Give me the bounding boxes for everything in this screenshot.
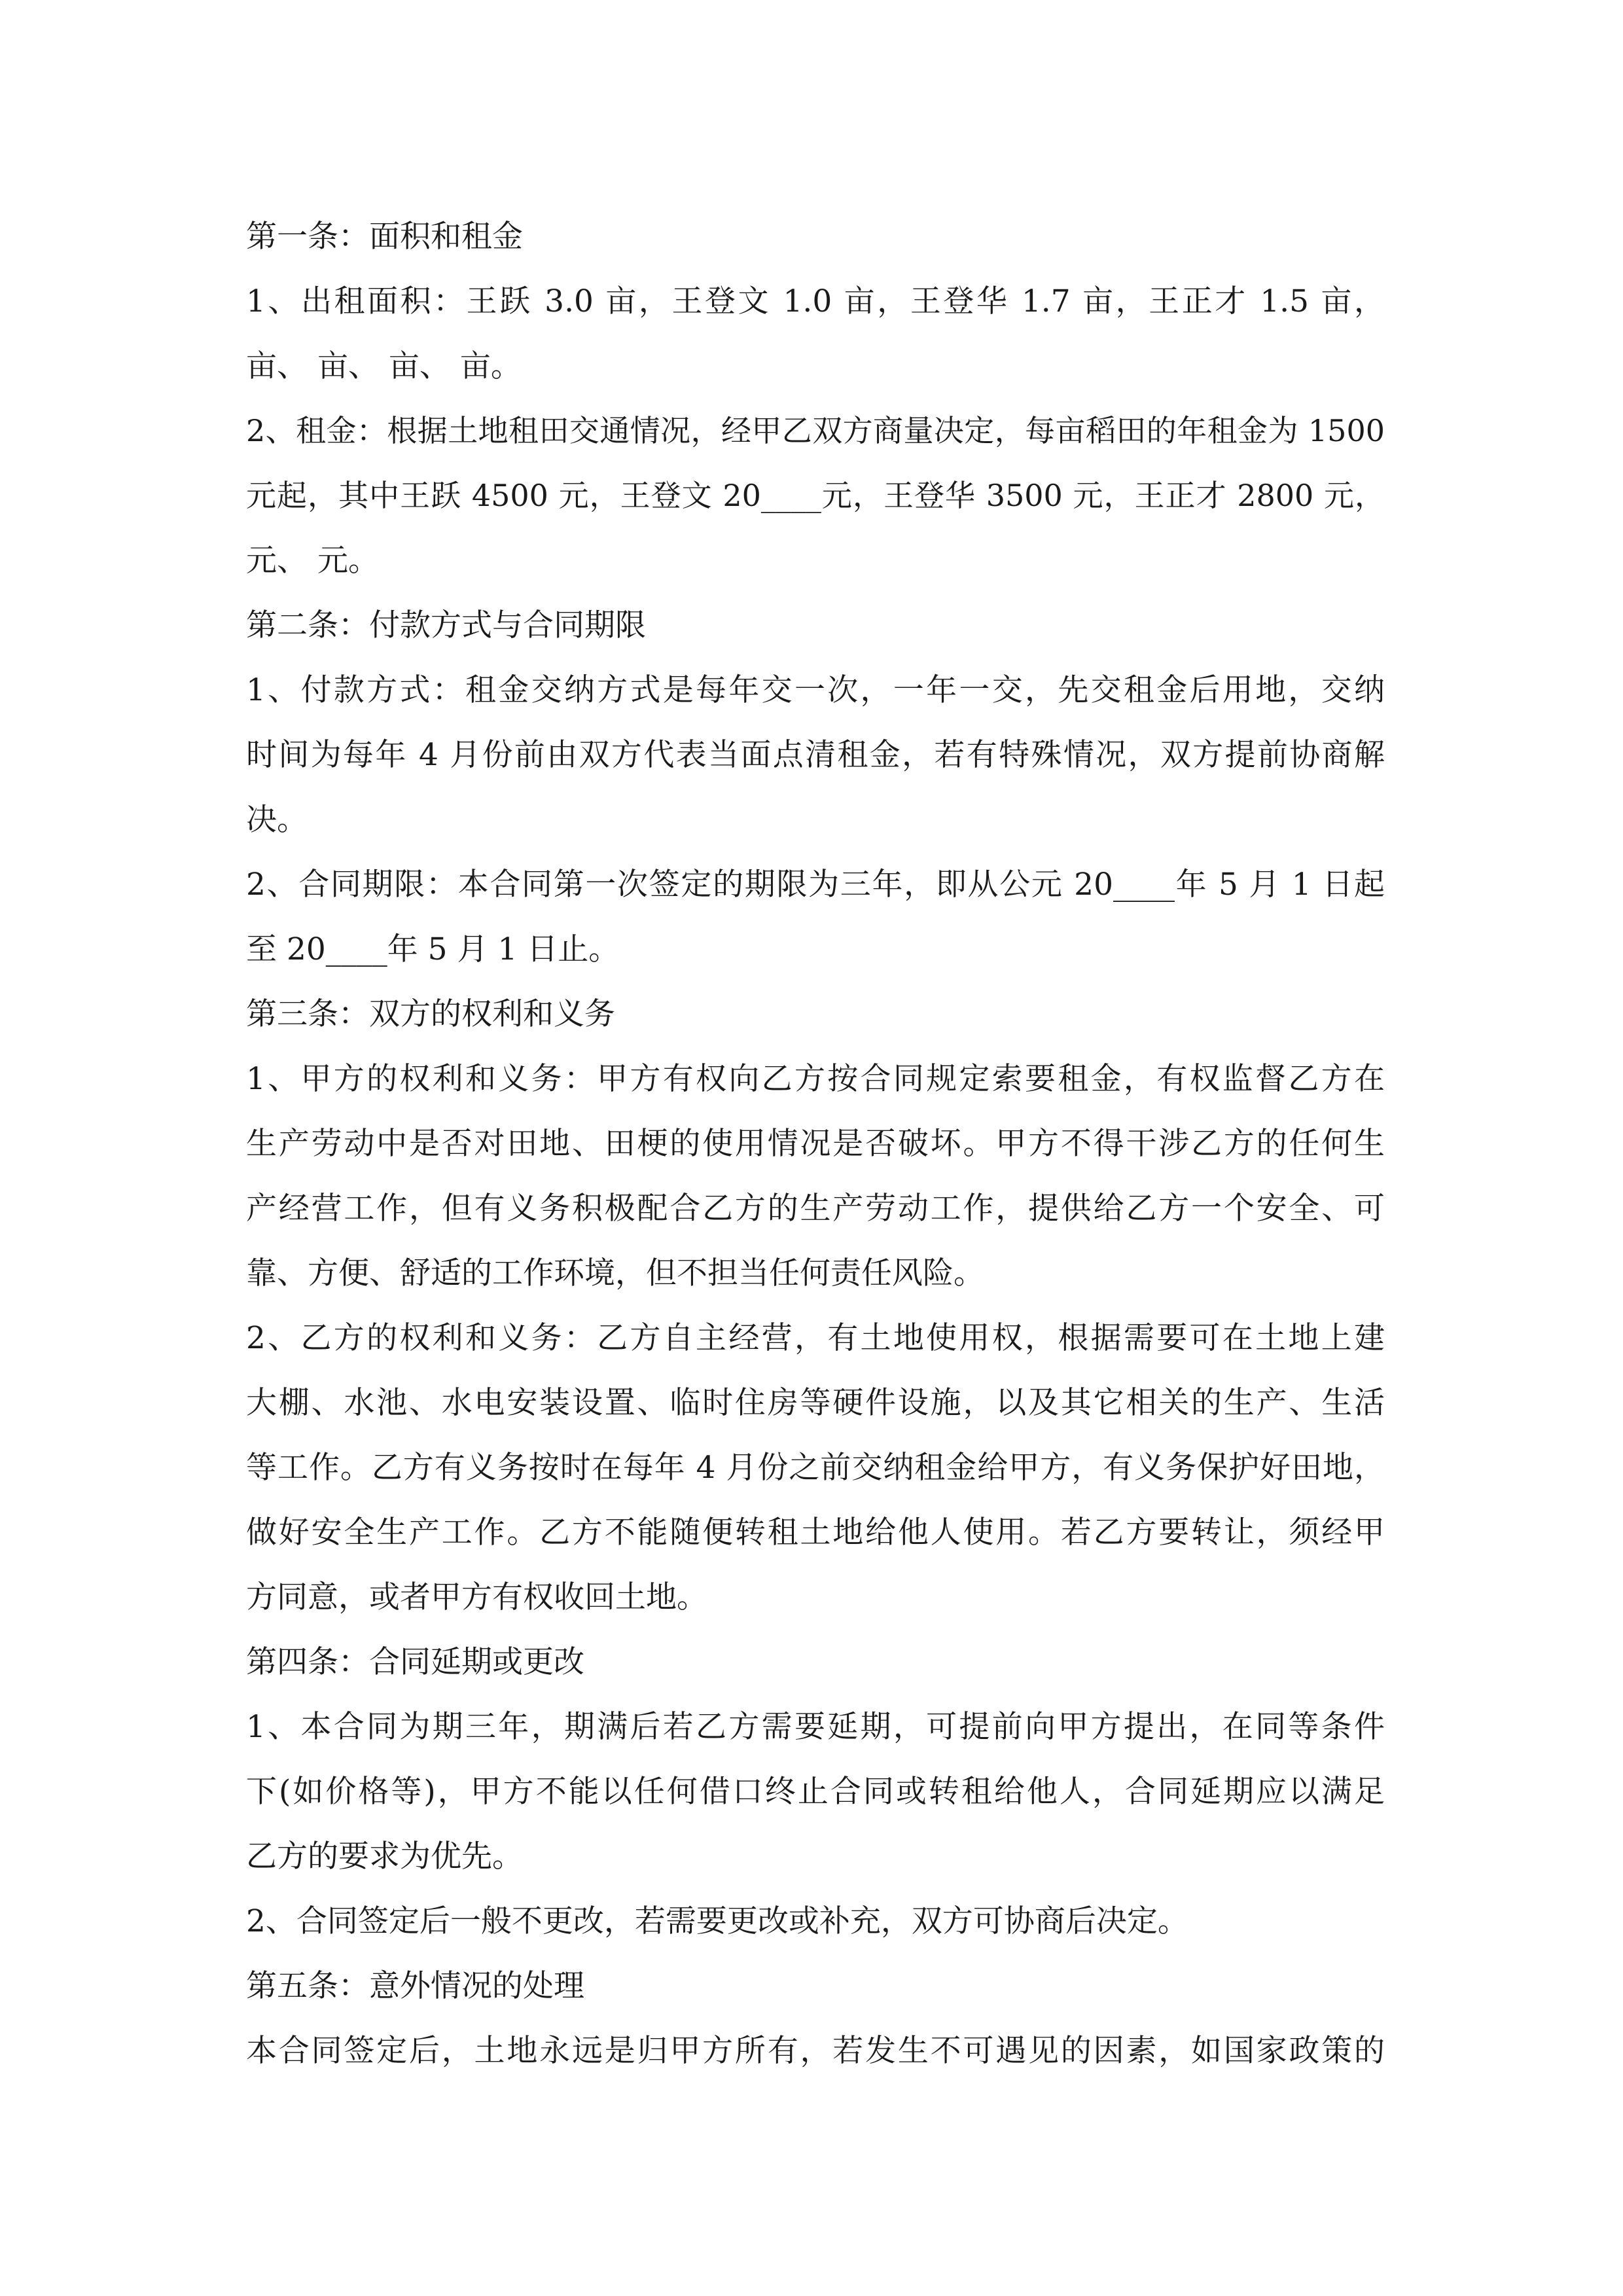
text-line: 等工作。乙方有义务按时在每年 4 月份之前交纳租金给甲方，有义务保护好田地， (246, 1450, 1385, 1486)
text-line: 时间为每年 4 月份前由双方代表当面点清租金，若有特殊情况，双方提前协商解 (246, 737, 1385, 773)
text-line: 方同意，或者甲方有权收回土地。 (246, 1579, 707, 1615)
text-line: 元起，其中王跃 4500 元，王登文 20____元，王登华 3500 元，王正才 2800 元， (246, 478, 1385, 513)
text-line: 下(如价格等)，甲方不能以任何借口终止合同或转租给他人，合同延期应以满足 (246, 1774, 1385, 1810)
section-heading: 第三条：双方的权利和义务 (246, 996, 615, 1032)
section-heading: 第二条：付款方式与合同期限 (246, 607, 646, 643)
section-heading: 第一条：面积和租金 (246, 219, 523, 255)
section-heading: 第五条：意外情况的处理 (246, 1968, 584, 2004)
text-line: 2、合同签定后一般不更改，若需要更改或补充，双方可协商后决定。 (246, 1903, 1188, 1939)
text-line: 元、 元。 (246, 543, 379, 579)
text-line: 生产劳动中是否对田地、田梗的使用情况是否破坏。甲方不得干涉乙方的任何生 (246, 1126, 1385, 1162)
text-line: 1、付款方式：租金交纳方式是每年交一次，一年一交，先交租金后用地，交纳 (246, 672, 1385, 708)
text-line: 1、出租面积：王跃 3.0 亩，王登文 1.0 亩，王登华 1.7 亩，王正才 1.5 亩， (246, 283, 1385, 319)
text-line: 大棚、水池、水电安装设置、临时住房等硬件设施，以及其它相关的生产、生活 (246, 1385, 1385, 1421)
text-line: 亩、 亩、 亩、 亩。 (246, 348, 522, 384)
section-heading: 第四条：合同延期或更改 (246, 1644, 584, 1680)
text-line: 做好安全生产工作。乙方不能随便转租土地给他人使用。若乙方要转让，须经甲 (246, 1515, 1385, 1551)
text-line: 本合同签定后，土地永远是归甲方所有，若发生不可遇见的因素，如国家政策的 (246, 2033, 1385, 2069)
text-line: 1、甲方的权利和义务：甲方有权向乙方按合同规定索要租金，有权监督乙方在 (246, 1061, 1385, 1097)
text-line: 靠、方便、舒适的工作环境，但不担当任何责任风险。 (246, 1255, 984, 1291)
text-line: 乙方的要求为优先。 (246, 1839, 523, 1874)
text-line: 2、乙方的权利和义务：乙方自主经营，有土地使用权，根据需要可在土地上建 (246, 1320, 1385, 1356)
text-line: 决。 (246, 802, 308, 838)
text-line: 2、租金：根据土地租田交通情况，经甲乙双方商量决定，每亩稻田的年租金为 1500 (246, 413, 1385, 448)
contract-page (246, 204, 1385, 2083)
text-line: 1、本合同为期三年，期满后若乙方需要延期，可提前向甲方提出，在同等条件 (246, 1709, 1385, 1745)
text-line: 2、合同期限：本合同第一次签定的期限为三年，即从公元 20____年 5 月 1 日起 (246, 867, 1385, 903)
text-line: 至 20____年 5 月 1 日止。 (246, 931, 620, 967)
text-line: 产经营工作，但有义务积极配合乙方的生产劳动工作，提供给乙方一个安全、可 (246, 1191, 1385, 1227)
